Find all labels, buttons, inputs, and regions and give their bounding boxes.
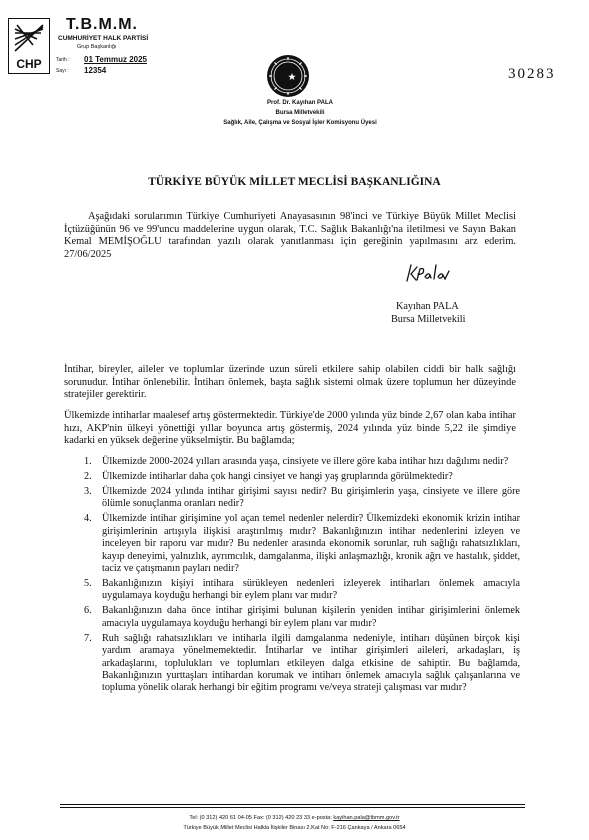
question-text: Ruh sağlığı rahatsızlıkları ve intiharla ilgili damgalanma nedeniyle, intiharı düşünen birçok kişi yardım aramaya yönelmemektedir. İntiharlar ve intihar girişimleri aileleri, arkadaşları, iş arkadaşlarını, toplulukları ve toplumları etkileyen dalga etkisine de sahiptir. Bu bağlamda, Bakanlığınızın yurttaşları intihardan korumak ve intiharı önlemek amacıyla sağlık çalışanlarına ve topluma yönelik olarak herhangi bir eğitim programı ve/veya strateji çalışması var mıdır? <box>102 632 520 694</box>
party-name: CUMHURİYET HALK PARTİSİ <box>58 35 149 42</box>
sender-role: Bursa Milletvekili <box>275 110 325 116</box>
question-text: Ülkemizde 2024 yılında intihar girişimi sayısı nedir? Bu girişimlerin yaşa, cinsiyete ve illere göre ölümle sonuçlanma oranları nedir? <box>102 486 520 510</box>
footer-contact-text: Tel: (0 312) 420 61 04-05 Fax: (0 312) 420 23 33 e-posta: <box>189 815 332 821</box>
date-row <box>56 55 147 64</box>
group-label: Grup Başkanlığı <box>77 44 117 50</box>
footer-divider-thin <box>60 807 525 808</box>
list-item <box>84 605 520 630</box>
footer-contact <box>0 815 589 821</box>
question-text: Bakanlığınızın kişiyi intihara sürükleyen nedenleri izleyerek intiharları önlemek amacıyla uygulamaya koyduğu herhangi bir eylem planı var mıdır? <box>102 578 520 602</box>
body-paragraph: Ülkemizde intiharlar maalesef artış göstermektedir. Türkiye'de 2000 yılında yüz binde 2,67 olan kaba intihar hızı, AKP'nin ülkeyi yönettiği yıllar boyunca artış göstermiş, 2024 yılında yüz binde 5,22 ile şimdiye kadarki en yüksek değerine yükselmiştir. Bu bağlamda; <box>64 410 516 447</box>
footer-divider <box>60 804 525 805</box>
number-value: 12354 <box>84 66 107 75</box>
list-item <box>84 486 520 511</box>
number-row <box>56 66 106 75</box>
question-text: Ülkemizde intiharlar daha çok hangi cinsiyet ve hangi yaş gruplarında görülmektedir? <box>102 471 453 482</box>
list-item <box>84 513 520 575</box>
signature-role: Bursa Milletvekili <box>391 314 466 325</box>
sender-committee: Sağlık, Aile, Çalışma ve Sosyal İşler Komisyonu Üyesi <box>223 120 377 126</box>
question-number: 7. <box>84 632 92 644</box>
list-item <box>84 633 520 695</box>
sender-name: Prof. Dr. Kayıhan PALA <box>267 100 333 106</box>
logo-text: CHP <box>16 57 42 71</box>
footer-email-link[interactable]: kayihan.pala@tbmm.gov.tr <box>333 815 400 821</box>
number-label: Sayı : <box>56 68 69 75</box>
tbmm-emblem-icon <box>266 54 310 98</box>
question-number: 4. <box>84 513 92 525</box>
list-item <box>84 456 520 468</box>
question-text: Bakanlığınızın daha önce intihar girişimi bulunan kişilerin yeniden intihar girişimlerini önlemek amacıyla uygulamaya koyduğu herhangi bir eylem planı var mıdır? <box>102 605 520 629</box>
question-number: 5. <box>84 578 92 590</box>
question-number: 2. <box>84 471 92 482</box>
question-text: Ülkemizde intihar girişimine yol açan temel nedenler nelerdir? Ülkemizdeki ekonomik krizin intihar girişimlerinin artışıyla ilişkisi araştırılmış mıdır? Bakanlığınızın intihar nedenlerini izleyen ve inceleyen bir raporu var mıdır? Bu nedenler arasında ekonomik sorunlar, ruh sağlığı rahatsızlıkları, kayıp deneyimi, yalnızlık, ayrımcılık, damgalanma, ilişki anlaşmazlığı, kronik ağrı ve hastalık, şiddet, taciz ve çatışmanın payları nedir? <box>102 513 520 575</box>
question-number: 3. <box>84 486 92 497</box>
footer-address: Türkiye Büyük Millet Meclisi Halkla İlişkiler Binası 2.Kat No: F-216 Çankaya / Ankara 0654 <box>183 825 406 831</box>
signature-name: Kayıhan PALA <box>396 301 459 312</box>
org-short-name: T.B.M.M. <box>66 16 138 33</box>
handwritten-signature <box>403 261 451 285</box>
list-item <box>84 578 520 603</box>
chp-logo <box>8 18 50 74</box>
document-heading: TÜRKİYE BÜYÜK MİLLET MECLİSİ BAŞKANLIĞINA <box>148 176 441 188</box>
date-value: 01 Temmuz 2025 <box>84 55 147 64</box>
six-arrows-icon <box>11 21 47 55</box>
question-text: Ülkemizde 2000-2024 yılları arasında yaşa, cinsiyete ve illere göre kaba intihar hızı dağılımı nedir? <box>102 456 509 467</box>
question-number: 6. <box>84 605 92 617</box>
document-number: 30283 <box>508 66 556 82</box>
list-item <box>84 471 520 483</box>
question-list <box>84 456 520 697</box>
question-number: 1. <box>84 456 92 467</box>
intro-paragraph: Aşağıdaki sorularımın Türkiye Cumhuriyeti Anayasasının 98'inci ve Türkiye Büyük Millet Meclisi İçtüzüğünün 96 ve 99'uncu maddelerine uygun olarak, T.C. Sağlık Bakanlığı'na iletilmesi ve Sayın Bakan Kemal MEMİŞOĞLU tarafından yazılı olarak yanıtlanması için gereğinin yapılmasını arz ederim. 27/06/2025 <box>64 211 516 260</box>
body-paragraph: İntihar, bireyler, aileler ve toplumlar üzerinde uzun süreli etkilere sahip olabilen ciddi bir halk sağlığı sorunudur. İntihar önlenebilir. İntiharı önlemek, başta sağlık sistemi olmak üzere toplumun her düzeyinde stratejiler gerektirir. <box>64 364 516 401</box>
date-label: Tarih : <box>56 57 70 64</box>
